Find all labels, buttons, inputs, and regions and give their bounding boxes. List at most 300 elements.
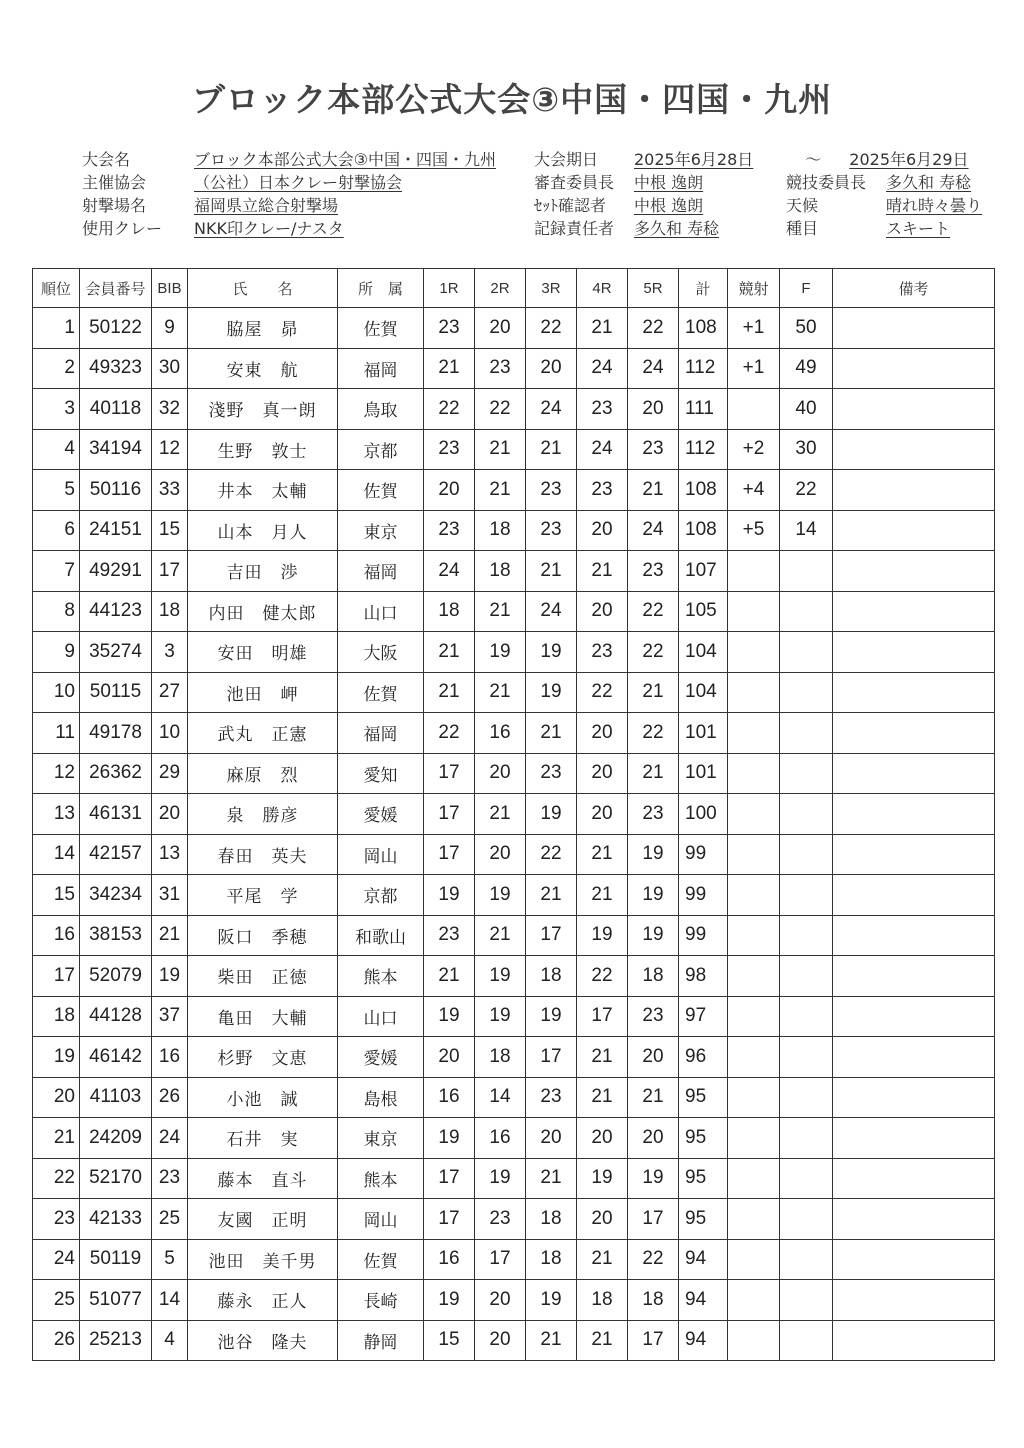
cell-round-2: 16 [475, 1118, 526, 1159]
cell-club: 静岡 [338, 1320, 424, 1361]
cell-remarks [833, 348, 995, 389]
cell-remarks [833, 1239, 995, 1280]
header-final: F [780, 269, 833, 308]
cell-round-1: 16 [424, 1077, 475, 1118]
cell-total: 94 [679, 1320, 728, 1361]
cell-round-4: 21 [577, 1037, 628, 1078]
cell-round-1: 21 [424, 672, 475, 713]
cell-shootoff [728, 1158, 780, 1199]
cell-bib: 29 [152, 753, 188, 794]
cell-remarks [833, 429, 995, 470]
cell-round-2: 16 [475, 713, 526, 754]
cell-final [780, 794, 833, 835]
header-round-1: 1R [424, 269, 475, 308]
cell-round-5: 21 [628, 1077, 679, 1118]
cell-member-no: 49323 [80, 348, 152, 389]
header-name: 氏 名 [188, 269, 338, 308]
cell-rank: 5 [33, 470, 80, 511]
meta-left [82, 148, 496, 240]
table-row [33, 551, 995, 592]
cell-round-1: 19 [424, 996, 475, 1037]
cell-round-3: 23 [526, 1077, 577, 1118]
cell-round-3: 22 [526, 834, 577, 875]
cell-round-1: 16 [424, 1239, 475, 1280]
meta-value: 多久和 寿稔 [886, 173, 972, 192]
cell-round-2: 18 [475, 551, 526, 592]
meta-right [786, 171, 982, 240]
cell-round-2: 19 [475, 875, 526, 916]
cell-remarks [833, 470, 995, 511]
cell-name: 杉野 文恵 [188, 1037, 338, 1078]
cell-total: 104 [679, 632, 728, 673]
cell-shootoff [728, 1280, 780, 1321]
cell-round-4: 20 [577, 1199, 628, 1240]
meta-range-row [82, 194, 496, 217]
cell-final [780, 1320, 833, 1361]
cell-round-4: 20 [577, 510, 628, 551]
cell-round-3: 19 [526, 1280, 577, 1321]
cell-round-1: 19 [424, 1118, 475, 1159]
cell-round-1: 23 [424, 429, 475, 470]
header-total: 計 [679, 269, 728, 308]
cell-member-no: 34194 [80, 429, 152, 470]
cell-round-1: 17 [424, 834, 475, 875]
table-row [33, 591, 995, 632]
cell-member-no: 50122 [80, 308, 152, 349]
cell-shootoff [728, 1077, 780, 1118]
cell-rank: 12 [33, 753, 80, 794]
cell-club: 東京 [338, 1118, 424, 1159]
cell-round-2: 22 [475, 389, 526, 430]
cell-remarks [833, 632, 995, 673]
cell-round-4: 21 [577, 1077, 628, 1118]
cell-bib: 21 [152, 915, 188, 956]
cell-name: 友國 正明 [188, 1199, 338, 1240]
cell-shootoff: +1 [728, 348, 780, 389]
meta-event-row [786, 217, 982, 240]
meta-separator: ～ [805, 150, 822, 169]
table-row [33, 1320, 995, 1361]
cell-shootoff [728, 956, 780, 997]
cell-rank: 11 [33, 713, 80, 754]
cell-round-2: 19 [475, 1158, 526, 1199]
table-row [33, 1037, 995, 1078]
cell-remarks [833, 875, 995, 916]
cell-remarks [833, 753, 995, 794]
cell-round-4: 23 [577, 389, 628, 430]
cell-bib: 14 [152, 1280, 188, 1321]
cell-bib: 33 [152, 470, 188, 511]
cell-shootoff [728, 875, 780, 916]
cell-round-3: 23 [526, 470, 577, 511]
cell-rank: 19 [33, 1037, 80, 1078]
cell-round-1: 19 [424, 875, 475, 916]
cell-club: 佐賀 [338, 672, 424, 713]
cell-remarks [833, 794, 995, 835]
cell-shootoff: +2 [728, 429, 780, 470]
cell-name: 池谷 隆夫 [188, 1320, 338, 1361]
cell-final [780, 713, 833, 754]
cell-name: 安東 航 [188, 348, 338, 389]
page-title: ブロック本部公式大会③中国・四国・九州 [191, 80, 833, 119]
cell-round-3: 22 [526, 308, 577, 349]
cell-round-5: 19 [628, 834, 679, 875]
table-row [33, 429, 995, 470]
cell-member-no: 52170 [80, 1158, 152, 1199]
header-club: 所 属 [338, 269, 424, 308]
cell-total: 95 [679, 1077, 728, 1118]
cell-club: 佐賀 [338, 470, 424, 511]
cell-total: 96 [679, 1037, 728, 1078]
cell-club: 東京 [338, 510, 424, 551]
cell-shootoff: +5 [728, 510, 780, 551]
cell-round-3: 19 [526, 632, 577, 673]
cell-final [780, 632, 833, 673]
cell-round-3: 21 [526, 551, 577, 592]
cell-club: 愛知 [338, 753, 424, 794]
cell-remarks [833, 956, 995, 997]
cell-final [780, 753, 833, 794]
cell-final [780, 956, 833, 997]
cell-total: 99 [679, 915, 728, 956]
cell-round-3: 19 [526, 996, 577, 1037]
cell-name: 春田 英夫 [188, 834, 338, 875]
cell-final [780, 1280, 833, 1321]
cell-final [780, 1118, 833, 1159]
cell-member-no: 38153 [80, 915, 152, 956]
cell-bib: 31 [152, 875, 188, 916]
cell-round-5: 22 [628, 713, 679, 754]
cell-round-2: 21 [475, 429, 526, 470]
cell-club: 山口 [338, 591, 424, 632]
cell-round-3: 19 [526, 672, 577, 713]
meta-value: ブロック本部公式大会③中国・四国・九州 [194, 150, 497, 169]
cell-name: 小池 誠 [188, 1077, 338, 1118]
table-row [33, 348, 995, 389]
cell-round-1: 15 [424, 1320, 475, 1361]
cell-round-3: 18 [526, 1239, 577, 1280]
cell-round-5: 22 [628, 632, 679, 673]
cell-name: 麻原 烈 [188, 753, 338, 794]
cell-round-5: 22 [628, 591, 679, 632]
cell-round-2: 20 [475, 1280, 526, 1321]
cell-round-5: 23 [628, 551, 679, 592]
cell-name: 亀田 大輔 [188, 996, 338, 1037]
cell-final [780, 1077, 833, 1118]
cell-round-2: 19 [475, 956, 526, 997]
cell-remarks [833, 996, 995, 1037]
cell-rank: 13 [33, 794, 80, 835]
cell-total: 112 [679, 348, 728, 389]
cell-round-4: 20 [577, 713, 628, 754]
cell-round-4: 20 [577, 753, 628, 794]
cell-round-3: 18 [526, 1199, 577, 1240]
header-bib: BIB [152, 269, 188, 308]
cell-round-1: 17 [424, 794, 475, 835]
cell-final [780, 834, 833, 875]
cell-bib: 17 [152, 551, 188, 592]
cell-name: 井本 太輔 [188, 470, 338, 511]
cell-bib: 30 [152, 348, 188, 389]
cell-total: 111 [679, 389, 728, 430]
cell-member-no: 34234 [80, 875, 152, 916]
cell-bib: 20 [152, 794, 188, 835]
cell-rank: 20 [33, 1077, 80, 1118]
cell-round-1: 23 [424, 915, 475, 956]
table-row [33, 713, 995, 754]
cell-rank: 22 [33, 1158, 80, 1199]
cell-round-2: 21 [475, 591, 526, 632]
cell-final: 49 [780, 348, 833, 389]
cell-final [780, 551, 833, 592]
header-row [33, 269, 995, 308]
cell-round-5: 21 [628, 470, 679, 511]
cell-round-3: 21 [526, 1320, 577, 1361]
table-row [33, 672, 995, 713]
cell-round-3: 21 [526, 875, 577, 916]
cell-round-3: 18 [526, 956, 577, 997]
cell-shootoff [728, 1118, 780, 1159]
cell-final: 40 [780, 389, 833, 430]
cell-remarks [833, 591, 995, 632]
cell-member-no: 50116 [80, 470, 152, 511]
meta-label: 審査委員長 [534, 173, 615, 192]
cell-total: 99 [679, 875, 728, 916]
cell-member-no: 49178 [80, 713, 152, 754]
cell-round-4: 22 [577, 672, 628, 713]
cell-round-1: 23 [424, 308, 475, 349]
cell-round-2: 20 [475, 834, 526, 875]
cell-member-no: 44123 [80, 591, 152, 632]
table-row [33, 753, 995, 794]
cell-final [780, 915, 833, 956]
cell-round-2: 18 [475, 1037, 526, 1078]
cell-total: 107 [679, 551, 728, 592]
cell-round-1: 21 [424, 632, 475, 673]
cell-bib: 37 [152, 996, 188, 1037]
meta-clay-row [82, 217, 496, 240]
cell-name: 吉田 渉 [188, 551, 338, 592]
cell-remarks [833, 389, 995, 430]
table-row [33, 1280, 995, 1321]
cell-rank: 23 [33, 1199, 80, 1240]
cell-shootoff [728, 753, 780, 794]
cell-total: 108 [679, 308, 728, 349]
meta-label: ｾｯﾄ確認者 [534, 196, 607, 215]
cell-rank: 25 [33, 1280, 80, 1321]
cell-round-2: 14 [475, 1077, 526, 1118]
cell-club: 京都 [338, 429, 424, 470]
cell-bib: 16 [152, 1037, 188, 1078]
cell-name: 内田 健太郎 [188, 591, 338, 632]
meta-value: 福岡県立総合射撃場 [194, 196, 339, 215]
cell-rank: 18 [33, 996, 80, 1037]
cell-total: 108 [679, 470, 728, 511]
cell-total: 108 [679, 510, 728, 551]
cell-name: 安田 明雄 [188, 632, 338, 673]
cell-round-2: 23 [475, 1199, 526, 1240]
cell-bib: 24 [152, 1118, 188, 1159]
cell-round-5: 22 [628, 308, 679, 349]
cell-round-1: 17 [424, 1199, 475, 1240]
table-row [33, 1239, 995, 1280]
cell-bib: 13 [152, 834, 188, 875]
cell-shootoff [728, 1239, 780, 1280]
cell-club: 佐賀 [338, 308, 424, 349]
meta-tournament-row [82, 148, 496, 171]
meta-label: 種目 [786, 219, 819, 238]
cell-round-4: 21 [577, 1320, 628, 1361]
cell-club: 和歌山 [338, 915, 424, 956]
cell-name: 池田 美千男 [188, 1239, 338, 1280]
cell-bib: 9 [152, 308, 188, 349]
cell-total: 94 [679, 1239, 728, 1280]
cell-round-4: 21 [577, 1239, 628, 1280]
meta-value: 中根 逸朗 [634, 173, 704, 192]
cell-round-1: 17 [424, 1158, 475, 1199]
header-round-2: 2R [475, 269, 526, 308]
cell-name: 石井 実 [188, 1118, 338, 1159]
cell-shootoff: +4 [728, 470, 780, 511]
cell-round-5: 24 [628, 348, 679, 389]
table-row [33, 1199, 995, 1240]
meta-comp-chair-row [786, 171, 982, 194]
cell-remarks [833, 1037, 995, 1078]
cell-bib: 19 [152, 956, 188, 997]
cell-round-4: 23 [577, 632, 628, 673]
cell-round-5: 20 [628, 389, 679, 430]
cell-round-5: 20 [628, 1118, 679, 1159]
meta-value: NKK印クレー/ナスタ [194, 219, 344, 238]
cell-round-5: 20 [628, 1037, 679, 1078]
cell-round-1: 21 [424, 956, 475, 997]
cell-bib: 23 [152, 1158, 188, 1199]
cell-rank: 15 [33, 875, 80, 916]
cell-round-5: 23 [628, 794, 679, 835]
cell-round-5: 22 [628, 1239, 679, 1280]
meta-value: 晴れ時々曇り [886, 196, 983, 215]
cell-total: 94 [679, 1280, 728, 1321]
table-row [33, 956, 995, 997]
cell-club: 鳥取 [338, 389, 424, 430]
cell-name: 生野 敦士 [188, 429, 338, 470]
cell-club: 愛媛 [338, 1037, 424, 1078]
cell-rank: 6 [33, 510, 80, 551]
cell-rank: 17 [33, 956, 80, 997]
cell-round-4: 17 [577, 996, 628, 1037]
cell-remarks [833, 834, 995, 875]
cell-round-2: 19 [475, 996, 526, 1037]
cell-round-3: 17 [526, 915, 577, 956]
cell-remarks [833, 1158, 995, 1199]
cell-club: 熊本 [338, 1158, 424, 1199]
table-row [33, 308, 995, 349]
cell-name: 山本 月人 [188, 510, 338, 551]
table-row [33, 996, 995, 1037]
cell-round-4: 19 [577, 915, 628, 956]
cell-bib: 18 [152, 591, 188, 632]
cell-round-3: 20 [526, 348, 577, 389]
cell-rank: 9 [33, 632, 80, 673]
cell-remarks [833, 713, 995, 754]
table-row [33, 1077, 995, 1118]
cell-member-no: 24209 [80, 1118, 152, 1159]
cell-round-1: 18 [424, 591, 475, 632]
meta-host-row [82, 171, 496, 194]
cell-rank: 2 [33, 348, 80, 389]
cell-round-2: 20 [475, 308, 526, 349]
cell-round-1: 19 [424, 1280, 475, 1321]
cell-round-5: 21 [628, 753, 679, 794]
meta-value: （公社）日本クレー射撃協会 [194, 173, 403, 192]
cell-round-3: 19 [526, 794, 577, 835]
cell-shootoff: +1 [728, 308, 780, 349]
cell-round-4: 24 [577, 429, 628, 470]
cell-round-1: 20 [424, 1037, 475, 1078]
cell-round-3: 20 [526, 1118, 577, 1159]
table-row [33, 1118, 995, 1159]
cell-round-5: 24 [628, 510, 679, 551]
cell-club: 島根 [338, 1077, 424, 1118]
cell-rank: 10 [33, 672, 80, 713]
cell-bib: 32 [152, 389, 188, 430]
cell-round-5: 19 [628, 1158, 679, 1199]
cell-round-1: 20 [424, 470, 475, 511]
cell-final: 22 [780, 470, 833, 511]
cell-round-3: 24 [526, 389, 577, 430]
cell-total: 104 [679, 672, 728, 713]
cell-name: 泉 勝彦 [188, 794, 338, 835]
cell-round-1: 24 [424, 551, 475, 592]
cell-bib: 12 [152, 429, 188, 470]
cell-round-2: 21 [475, 470, 526, 511]
cell-round-1: 23 [424, 510, 475, 551]
cell-member-no: 41103 [80, 1077, 152, 1118]
cell-round-4: 23 [577, 470, 628, 511]
cell-round-4: 20 [577, 794, 628, 835]
cell-round-1: 21 [424, 348, 475, 389]
cell-member-no: 42157 [80, 834, 152, 875]
cell-bib: 4 [152, 1320, 188, 1361]
cell-round-3: 21 [526, 713, 577, 754]
cell-shootoff [728, 915, 780, 956]
cell-round-3: 21 [526, 429, 577, 470]
cell-total: 101 [679, 713, 728, 754]
cell-shootoff [728, 1320, 780, 1361]
cell-round-4: 19 [577, 1158, 628, 1199]
cell-member-no: 52079 [80, 956, 152, 997]
cell-rank: 26 [33, 1320, 80, 1361]
cell-member-no: 42133 [80, 1199, 152, 1240]
cell-member-no: 44128 [80, 996, 152, 1037]
cell-total: 95 [679, 1158, 728, 1199]
cell-remarks [833, 915, 995, 956]
results-table [32, 268, 995, 1361]
table-row [33, 632, 995, 673]
header-shootoff: 競射 [728, 269, 780, 308]
cell-member-no: 51077 [80, 1280, 152, 1321]
table-row [33, 389, 995, 430]
cell-shootoff [728, 1199, 780, 1240]
cell-member-no: 24151 [80, 510, 152, 551]
cell-shootoff [728, 713, 780, 754]
cell-bib: 15 [152, 510, 188, 551]
cell-round-3: 24 [526, 591, 577, 632]
cell-total: 99 [679, 834, 728, 875]
meta-label: 記録責任者 [534, 219, 615, 238]
cell-round-2: 21 [475, 794, 526, 835]
cell-round-1: 22 [424, 713, 475, 754]
